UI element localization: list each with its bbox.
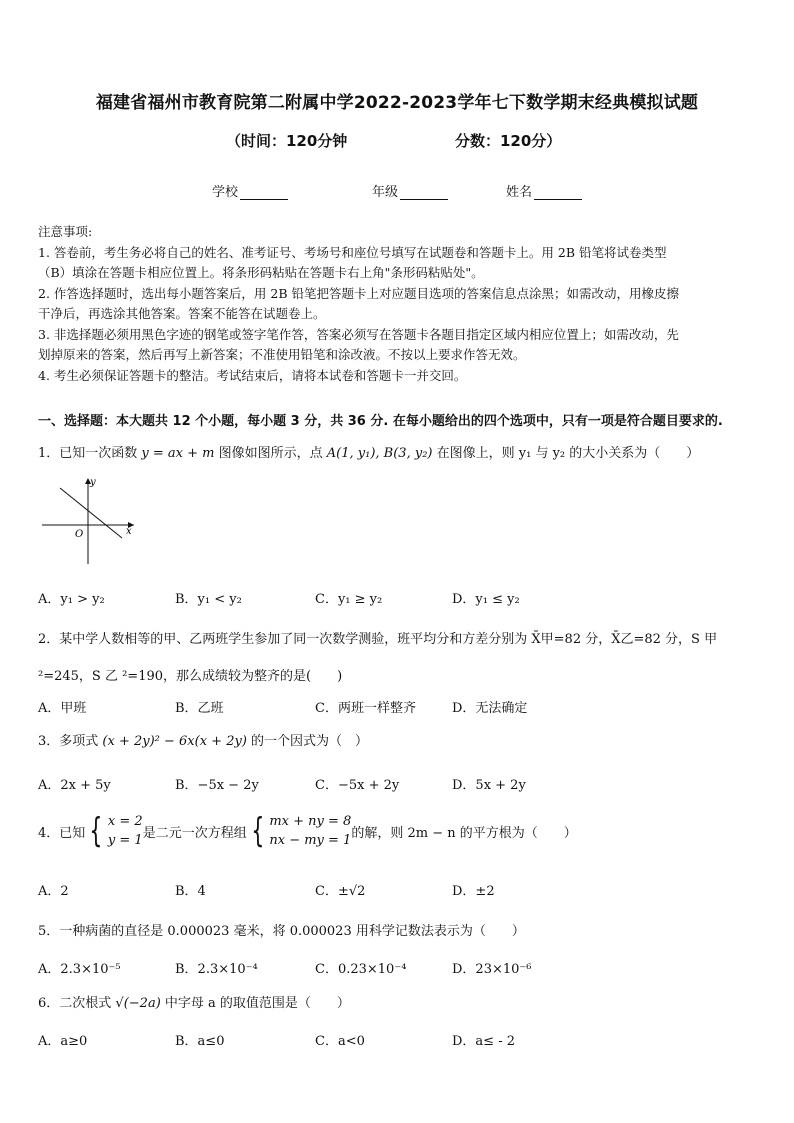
sys1-line: y = 1: [107, 833, 143, 848]
note-line: 2. 作答选择题时，选出每小题答案后，用 2B 铅笔把答题卡上对应题目选项的答案信息点涂黑；如需改动，用橡皮擦: [38, 285, 679, 301]
q1-eq: y = ax + m: [141, 446, 215, 461]
q4-post: 的解，则 2m − n 的平方根为（ ）: [351, 825, 577, 841]
q6-expr: √(−2a): [115, 996, 161, 1011]
q1-pre: 1．已知一次函数: [38, 446, 138, 461]
question-3: [38, 730, 760, 749]
name-blank[interactable]: [534, 187, 582, 200]
q3-expr: (x + 2y)² − 6x(x + 2y): [102, 734, 247, 749]
note-line: 干净后，再选涂其他答案。答案不能答在试题卷上。: [38, 306, 326, 321]
sys1-line: x = 2: [107, 814, 143, 829]
question-1: [38, 442, 760, 461]
school-label: 学校: [212, 185, 239, 200]
grade-label: 年级: [372, 185, 399, 200]
option-a[interactable]: A．a≥0: [38, 1034, 88, 1049]
option-b[interactable]: B．4: [175, 884, 206, 899]
q1-mid: 图像如图所示，点: [218, 446, 323, 461]
option-a[interactable]: A．甲班: [38, 701, 87, 716]
q6-post: 中字母 a 的取值范围是（ ）: [164, 996, 350, 1011]
grade-blank[interactable]: [400, 187, 448, 200]
notes-heading: 注意事项:: [38, 224, 93, 239]
q1-post: 在图像上，则 y₁ 与 y₂ 的大小关系为（ ）: [436, 446, 700, 461]
exam-time: （时间：120分钟: [226, 132, 348, 150]
option-c[interactable]: C．±√2: [315, 884, 366, 899]
option-a[interactable]: A．y₁ > y₂: [38, 592, 105, 607]
y-label: y: [90, 477, 96, 488]
exam-score: 分数：120分）: [455, 132, 562, 150]
sys2-line: nx − my = 1: [269, 833, 352, 848]
origin-label: O: [75, 529, 84, 540]
x-label: x: [126, 526, 132, 537]
option-d[interactable]: D．23×10⁻⁶: [452, 962, 532, 977]
question-2-line2: ²=245，S 乙 ²=190，那么成绩较为整齐的是( ): [38, 669, 343, 684]
note-line: 4. 考生必须保证答题卡的整洁。考试结束后，请将本试卷和答题卡一并交回。: [38, 367, 467, 383]
q6-pre: 6．二次根式: [38, 996, 112, 1011]
q3-pre: 3．多项式: [38, 734, 99, 749]
q4-mid: 是二元一次方程组: [142, 825, 247, 841]
option-c[interactable]: C．0.23×10⁻⁴: [315, 962, 407, 977]
note-line: （B）填涂在答题卡相应位置上。将条形码粘贴在答题卡右上角"条形码粘贴处"。: [38, 265, 484, 280]
note-line: 1. 答卷前，考生务必将自己的姓名、准考证号、考场号和座位号填写在试题卷和答题卡上。用 2B 铅笔将试卷类型: [38, 244, 667, 260]
school-blank[interactable]: [240, 187, 288, 200]
notes: [38, 222, 760, 386]
q4-solution-system: [85, 812, 142, 850]
grade-field[interactable]: [372, 181, 448, 200]
q4-equation-system: [247, 812, 352, 850]
option-d[interactable]: D．无法确定: [452, 701, 528, 716]
option-c[interactable]: C．a<0: [315, 1034, 365, 1049]
q1-points: A(1, y₁), B(3, y₂): [326, 446, 433, 461]
option-d[interactable]: D．5x + 2y: [452, 778, 526, 793]
brace-icon: {: [89, 811, 103, 851]
option-c[interactable]: C．两班一样整齐: [315, 701, 416, 716]
function-line: [60, 488, 122, 538]
option-a[interactable]: A．2.3×10⁻⁵: [38, 962, 121, 977]
option-d[interactable]: D．a≤ - 2: [452, 1034, 515, 1049]
option-c[interactable]: C．−5x + 2y: [315, 778, 400, 793]
option-b[interactable]: B．乙班: [175, 701, 224, 716]
note-line: 划掉原来的答案，然后再写上新答案；不准使用铅笔和涂改液。不按以上要求作答无效。: [38, 347, 526, 362]
question-4: [38, 812, 760, 850]
option-d[interactable]: D．±2: [452, 884, 495, 899]
sys2-line: mx + ny = 8: [269, 814, 352, 829]
option-b[interactable]: B．2.3×10⁻⁴: [175, 962, 258, 977]
question-5: 5．一种病菌的直径是 0.000023 毫米，将 0.000023 用科学记数法表示为（ ）: [38, 924, 525, 939]
question-2-line1: 2．某中学人数相等的甲、乙两班学生参加了同一次数学测验，班平均分和方差分别为 X̄甲=82 分，X̄乙=82 分，S 甲: [38, 632, 718, 647]
q4-pre: 4．已知: [38, 825, 86, 841]
name-field[interactable]: [506, 181, 582, 200]
option-a[interactable]: A．2x + 5y: [38, 778, 111, 793]
exam-title: 福建省福州市教育院第二附属中学2022-2023学年七下数学期末经典模拟试题: [95, 93, 699, 113]
school-field[interactable]: [212, 181, 288, 200]
option-b[interactable]: B．y₁ < y₂: [175, 592, 242, 607]
brace-icon: {: [251, 811, 265, 851]
question-6: [38, 992, 760, 1011]
option-c[interactable]: C．y₁ ≥ y₂: [315, 592, 383, 607]
q1-graph: [38, 474, 138, 566]
option-d[interactable]: D．y₁ ≤ y₂: [452, 592, 520, 607]
name-label: 姓名: [506, 185, 533, 200]
note-line: 3. 非选择题必须用黑色字迹的钢笔或签字笔作答，答案必须写在答题卡各题目指定区域内相应位置上；如需改动，先: [38, 326, 679, 342]
q3-post: 的一个因式为（ ）: [251, 734, 369, 749]
option-a[interactable]: A．2: [38, 884, 69, 899]
option-b[interactable]: B．a≤0: [175, 1034, 225, 1049]
option-b[interactable]: B．−5x − 2y: [175, 778, 259, 793]
section-heading: 一、选择题：本大题共 12 个小题，每小题 3 分，共 36 分. 在每小题给出的四个选项中，只有一项是符合题目要求的.: [38, 414, 723, 429]
